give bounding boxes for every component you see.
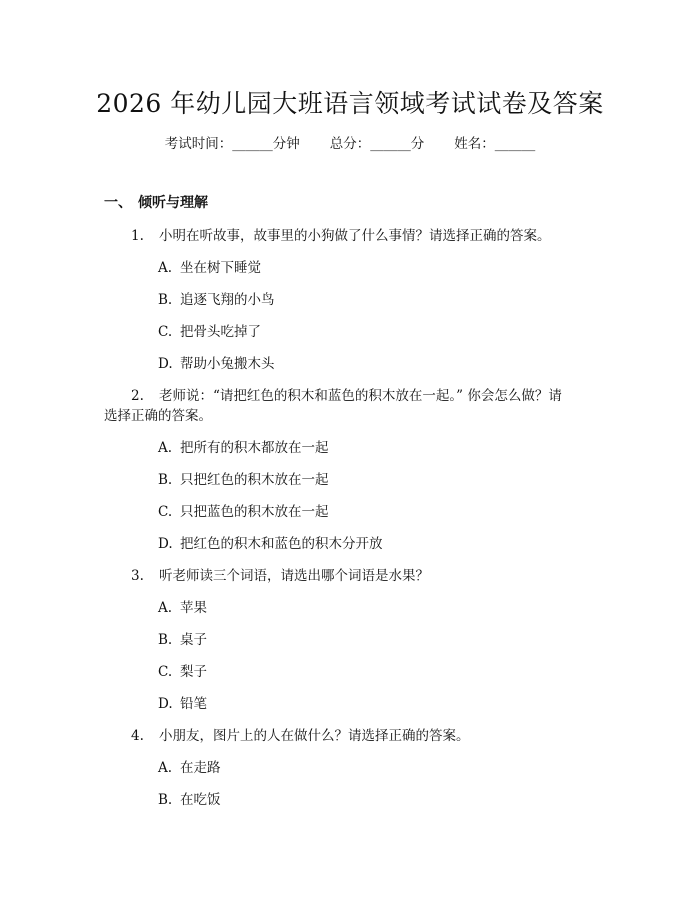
- question-number: 4.: [131, 728, 144, 744]
- option-1a: [158, 256, 261, 276]
- option-2c: [158, 500, 329, 520]
- option-1c: [158, 320, 261, 340]
- option-text: 铅笔: [180, 696, 207, 712]
- section-number: 一、: [104, 195, 132, 211]
- question-text: 小朋友，图片上的人在做什么？请选择正确的答案。: [159, 728, 470, 744]
- option-3d: [158, 692, 207, 712]
- question-text: 老师说：“请把红色的积木和蓝色的积木放在一起。” 你会怎么做？请: [159, 388, 562, 404]
- question-number: 2.: [131, 388, 144, 404]
- question-number: 1.: [131, 228, 144, 244]
- question-4: [131, 724, 470, 744]
- option-letter: B.: [158, 292, 173, 308]
- exam-meta-line: [0, 132, 700, 152]
- option-text: 追逐飞翔的小鸟: [180, 292, 275, 308]
- option-letter: A.: [158, 260, 173, 276]
- option-letter: B.: [158, 472, 173, 488]
- option-2d: [158, 532, 383, 552]
- option-text: 把所有的积木都放在一起: [180, 440, 329, 456]
- section-title: 倾听与理解: [138, 195, 208, 211]
- option-letter: B.: [158, 632, 173, 648]
- option-text: 梨子: [180, 664, 207, 680]
- option-letter: D.: [158, 356, 173, 372]
- option-letter: D.: [158, 696, 173, 712]
- option-3b: [158, 628, 207, 648]
- question-number: 3.: [131, 568, 144, 584]
- option-letter: A.: [158, 440, 173, 456]
- question-text: 听老师读三个词语，请选出哪个词语是水果？: [159, 568, 429, 584]
- question-3: [131, 564, 429, 584]
- option-text: 帮助小兔搬木头: [180, 356, 275, 372]
- option-4a: [158, 756, 221, 776]
- exam-time-label: 考试时间：______分钟: [164, 136, 300, 152]
- option-2b: [158, 468, 329, 488]
- section-heading: [104, 192, 208, 212]
- student-name-label: 姓名：______: [454, 136, 536, 152]
- option-text: 坐在树下睡觉: [180, 260, 261, 276]
- page-title: 2026 年幼儿园大班语言领域考试试卷及答案: [96, 89, 604, 118]
- option-text: 在吃饭: [180, 792, 221, 808]
- option-text: 把红色的积木和蓝色的积木分开放: [180, 536, 383, 552]
- option-2a: [158, 436, 329, 456]
- question-2: [131, 384, 562, 404]
- option-text: 只把红色的积木放在一起: [180, 472, 329, 488]
- option-4b: [158, 788, 221, 808]
- option-text: 苹果: [180, 600, 207, 616]
- option-letter: C.: [158, 664, 173, 680]
- option-letter: A.: [158, 600, 173, 616]
- option-text: 桌子: [180, 632, 207, 648]
- question-1: [131, 224, 551, 244]
- question-text: 小明在听故事，故事里的小狗做了什么事情？请选择正确的答案。: [159, 228, 551, 244]
- option-1b: [158, 288, 275, 308]
- option-3a: [158, 596, 207, 616]
- option-text: 把骨头吃掉了: [180, 324, 261, 340]
- option-letter: C.: [158, 324, 173, 340]
- option-text: 在走路: [180, 760, 221, 776]
- option-text: 只把蓝色的积木放在一起: [180, 504, 329, 520]
- option-letter: C.: [158, 504, 173, 520]
- option-letter: B.: [158, 792, 173, 808]
- option-letter: D.: [158, 536, 173, 552]
- option-letter: A.: [158, 760, 173, 776]
- option-1d: [158, 352, 275, 372]
- option-3c: [158, 660, 207, 680]
- total-score-label: 总分：______分: [329, 136, 425, 152]
- question-2-continued: 选择正确的答案。: [104, 408, 212, 424]
